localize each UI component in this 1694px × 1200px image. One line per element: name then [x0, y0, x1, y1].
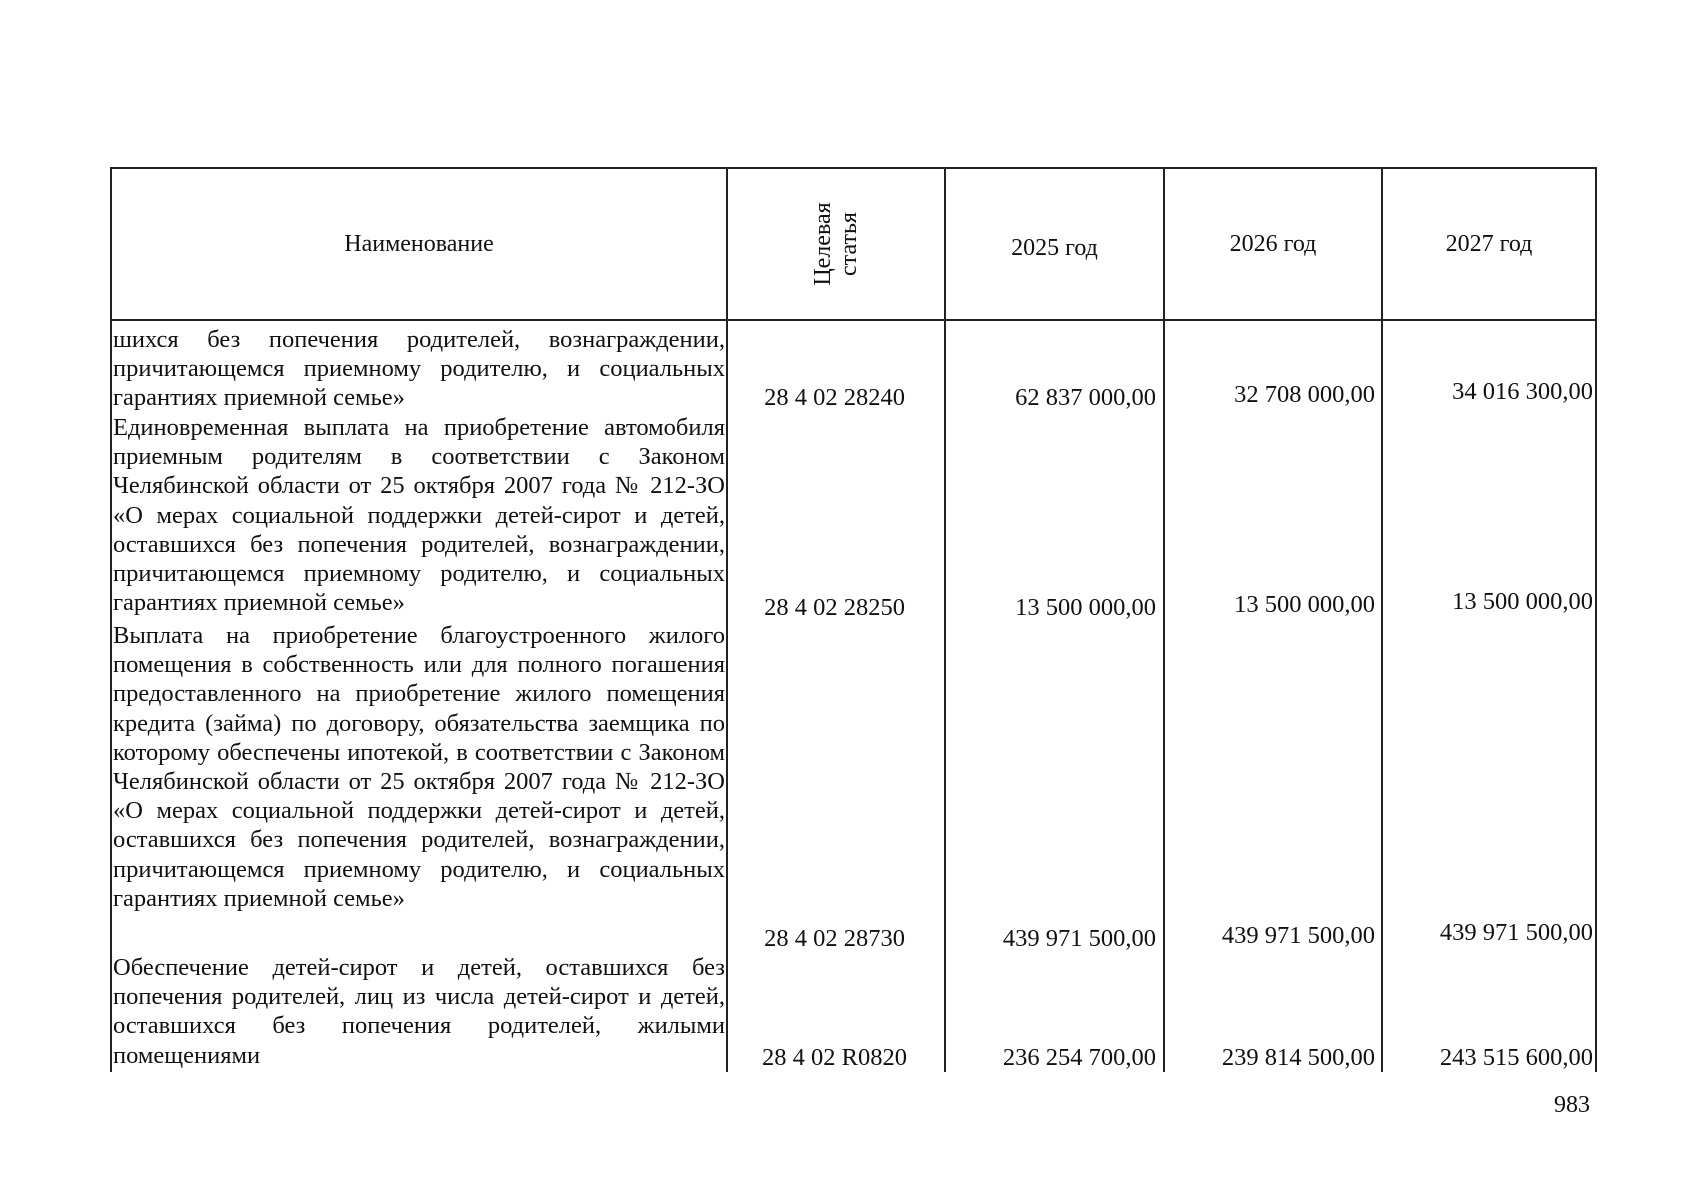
header-name: Наименование — [344, 230, 494, 257]
table-row-2025: 62 837 000,00 — [1015, 384, 1156, 411]
header-2025: 2025 год — [1011, 234, 1098, 261]
table-row-code: 28 4 02 R0820 — [762, 1044, 907, 1071]
table-row-2026: 439 971 500,00 — [1221, 922, 1375, 949]
table-row-code: 28 4 02 28250 — [764, 594, 905, 621]
table-row-2025: 13 500 000,00 — [1015, 594, 1156, 621]
table-row-2025: 236 254 700,00 — [1002, 1044, 1156, 1071]
header-code-line1: Целевая — [810, 202, 836, 286]
table-row-2027: 34 016 300,00 — [1452, 378, 1593, 405]
header-2026: 2026 год — [1229, 230, 1317, 257]
table-row-2026: 32 708 000,00 — [1234, 381, 1375, 408]
table-row-2027: 439 971 500,00 — [1439, 919, 1593, 946]
table-row-code: 28 4 02 28240 — [764, 384, 905, 411]
table-row-name: Обеспечение детей-сирот и детей, оставшихся без попечения родителей, лиц из числа детей-сирот и детей, оставшихся без попечения родителей, жилыми помещениями — [113, 954, 725, 1069]
table-row-code: 28 4 02 28730 — [764, 925, 905, 952]
table-row-2027: 243 515 600,00 — [1439, 1044, 1593, 1071]
table-row-name: шихся без попечения родителей, вознаграждении, причитающемся приемному родителю, и социальных гарантиях приемной семье» — [113, 326, 725, 412]
header-code-line2: статья — [836, 212, 862, 276]
page-number: 983 — [1554, 1092, 1590, 1118]
header-target-article — [728, 167, 944, 321]
table-row-name: Выплата на приобретение благоустроенного жилого помещения в собственность или для полного погашения предоставленного на приобретение жилого помещения кредита (займа) по договору, обязательства заемщика по которому обеспечены ипотекой, в соответствии с Законом Челябинской области от 25 октября 2007 года № 212-ЗО «О мерах социальной поддержки детей-сирот и детей, оставшихся без попечения родителей, вознаграждении, причитающемся приемному родителю, и социальных гарантиях приемной семье» — [113, 622, 725, 912]
header-2027: 2027 год — [1445, 230, 1533, 257]
table-row-2027: 13 500 000,00 — [1452, 588, 1593, 615]
table-row-2026: 13 500 000,00 — [1234, 591, 1375, 618]
table-row-2026: 239 814 500,00 — [1221, 1044, 1375, 1071]
table-row-2025: 439 971 500,00 — [1002, 925, 1156, 952]
table-row-name: Единовременная выплата на приобретение автомобиля приемным родителям в соответствии с Законом Челябинской области от 25 октября 2007 года № 212-ЗО «О мерах социальной поддержки детей-сирот и детей, оставшихся без попечения родителей, вознаграждении, причитающемся приемному родителю, и социальных гарантиях приемной семье» — [113, 414, 725, 617]
